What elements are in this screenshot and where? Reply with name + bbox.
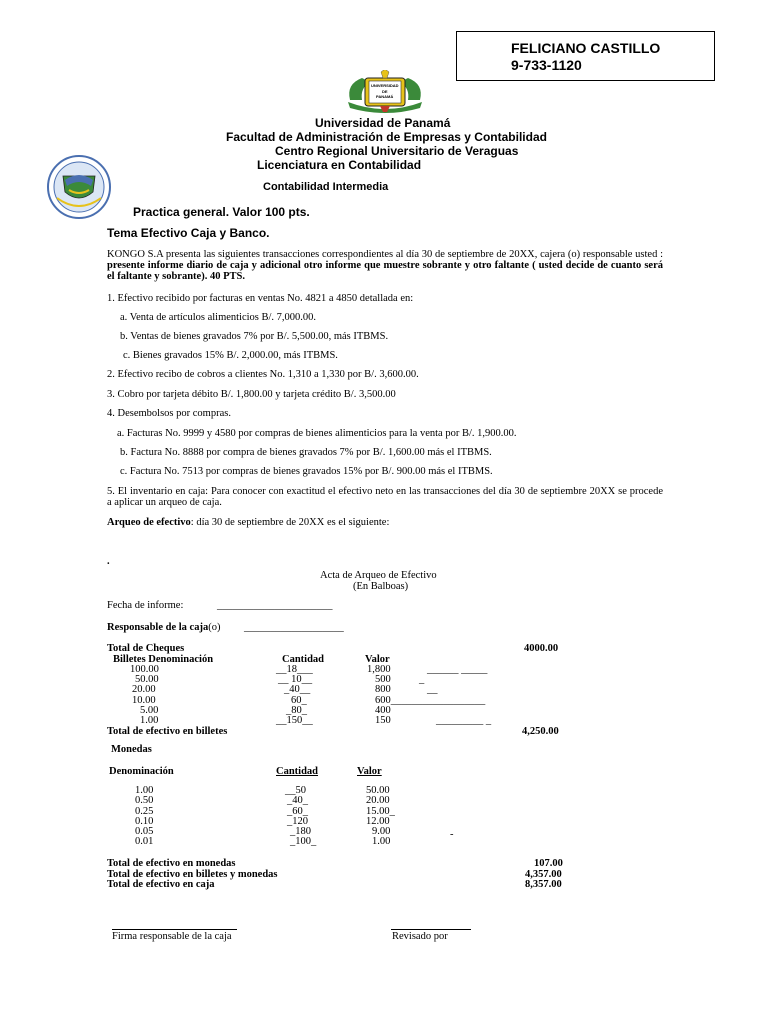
item-2: 2. Efectivo recibo de cobros a clientes No. 1,310 a 1,330 por B/. 3,600.00.	[107, 369, 419, 380]
moneda-den: 1.00	[135, 785, 154, 796]
billete-cant: _40__	[284, 684, 311, 695]
billete-extra: _	[419, 674, 425, 685]
student-name: FELICIANO CASTILLO	[511, 40, 661, 56]
university-seal-logo	[340, 70, 430, 115]
course-name: Contabilidad Intermedia	[263, 181, 389, 193]
firma-label: Firma responsable de la caja	[112, 931, 232, 942]
arqueo-line	[107, 517, 389, 528]
monedas-denominacion-header: Denominación	[109, 766, 174, 777]
billete-cant: __18___	[276, 664, 313, 675]
regional-center-seal	[47, 154, 111, 220]
billete-den: 1.00	[140, 715, 159, 726]
billete-extra: ______ _____	[427, 664, 488, 675]
billete-extra: _________ _	[436, 715, 492, 726]
billete-val: 400	[375, 705, 391, 716]
intro-paragraph	[107, 249, 663, 282]
acta-title: Acta de Arqueo de Efectivo	[320, 570, 437, 581]
monedas-cantidad-header: Cantidad	[276, 766, 319, 777]
billete-val: 600__________________	[375, 695, 486, 706]
total-billetes-value: 4,250.00	[522, 726, 559, 737]
billetes-header: Billetes Denominación	[113, 654, 214, 665]
seal-text-3: PANAMÁ	[376, 94, 394, 99]
university-name: Universidad de Panamá	[315, 116, 451, 130]
billete-cant: _80_	[286, 705, 307, 716]
item-1c: c. Bienes gravados 15% B/. 2,000.00, más ITBMS.	[123, 350, 338, 361]
total-cheques-value: 4000.00	[524, 643, 559, 654]
moneda-cant: _60_	[287, 806, 308, 817]
item-4: 4. Desembolsos por compras.	[107, 408, 231, 419]
moneda-val: 50.00	[366, 785, 390, 796]
responsable-blank: ___________________	[244, 622, 344, 633]
student-id: 9-733-1120	[511, 57, 582, 73]
degree-name: Licenciatura en Contabilidad	[257, 158, 422, 172]
practice-title: Practica general. Valor 100 pts.	[133, 205, 310, 219]
firma-signature-line	[112, 929, 237, 930]
moneda-cant: _120	[287, 816, 308, 827]
center-name: Centro Regional Universitario de Veraguas	[275, 144, 519, 158]
moneda-den: 0.05	[135, 826, 154, 837]
total-monedas-value: 107.00	[534, 858, 563, 869]
total-billetes-label: Total de efectivo en billetes	[107, 726, 228, 737]
billetes-cantidad-header: Cantidad	[282, 654, 325, 665]
billete-val: 1,800	[367, 664, 391, 675]
billete-cant: 60_	[291, 695, 307, 706]
billete-extra: __	[427, 684, 438, 695]
item-5: 5. El inventario en caja: Para conocer con exactitud el efectivo neto en las transacciones del día 30 de septiembre 20XX se procede a aplicar un arqueo de caja.	[107, 486, 663, 508]
student-name-box	[456, 31, 715, 81]
responsable-suffix: (o)	[208, 622, 221, 633]
item-1: 1. Efectivo recibido por facturas en ventas No. 4821 a 4850 detallada en:	[107, 293, 414, 304]
billete-den: 20.00	[132, 684, 156, 695]
fecha-blank: ______________________	[217, 600, 333, 611]
item-3: 3. Cobro por tarjeta débito B/. 1,800.00 y tarjeta crédito B/. 3,500.00	[107, 389, 396, 400]
topic-title: Tema Efectivo Caja y Banco.	[107, 226, 270, 240]
intro-plain: KONGO S.A presenta las siguientes transacciones correspondientes al día 30 de septiembre de 20XX, cajera (o) responsable usted :	[107, 249, 663, 260]
moneda-cant: __50	[285, 785, 306, 796]
moneda-den: 0.50	[135, 795, 154, 806]
intro-bold: presente informe diario de caja y adicional otro informe que muestre sobrante y otro faltante ( usted decide de cuanto será el faltante y sobrante). 40 PTS.	[107, 260, 663, 282]
revisado-label: Revisado por	[392, 931, 448, 942]
revisado-signature-line	[391, 929, 471, 930]
total-caja-value: 8,357.00	[525, 879, 562, 890]
item-1a: a. Venta de artículos alimenticios B/. 7,000.00.	[120, 312, 317, 323]
total-billetes-monedas-label: Total de efectivo en billetes y monedas	[107, 869, 278, 880]
moneda-den: 0.25	[135, 806, 154, 817]
billete-val: 500	[375, 674, 391, 685]
responsable-line	[107, 622, 220, 633]
item-4c: c. Factura No. 7513 por compras de bienes gravados 15% por B/. 900.00 más el ITBMS.	[120, 466, 493, 477]
billetes-valor-header: Valor	[365, 654, 390, 665]
fecha-label: Fecha de informe:	[107, 600, 184, 611]
stray-dot: .	[107, 556, 110, 567]
arqueo-rest: : día 30 de septiembre de 20XX es el siguiente:	[190, 517, 390, 528]
billete-val: 800	[375, 684, 391, 695]
responsable-label: Responsable de la caja	[107, 622, 209, 633]
total-monedas-label: Total de efectivo en monedas	[107, 858, 236, 869]
monedas-header: Monedas	[111, 744, 152, 755]
item-1b: b. Ventas de bienes gravados 7% por B/. 5,500.00, más ITBMS.	[120, 331, 389, 342]
billete-den: 50.00	[135, 674, 159, 685]
total-caja-label: Total de efectivo en caja	[107, 879, 215, 890]
faculty-name: Facultad de Administración de Empresas y Contabilidad	[226, 130, 547, 144]
seal-text-2: DE	[382, 89, 388, 94]
moneda-val: 9.00	[372, 826, 391, 837]
billete-den: 10.00	[132, 695, 156, 706]
item-4b: b. Factura No. 8888 por compra de bienes gravados 7% por B/. 1,600.00 más el ITBMS.	[120, 447, 492, 458]
arqueo-label: Arqueo de efectivo	[107, 517, 191, 528]
billete-val: 150	[375, 715, 391, 726]
moneda-val: 1.00	[372, 836, 391, 847]
monedas-valor-header: Valor	[357, 766, 382, 777]
seal-text-1: UNIVERSIDAD	[371, 83, 399, 88]
moneda-cant: _180	[290, 826, 311, 837]
billete-cant: __ 10__	[278, 674, 313, 685]
stray-dash: -	[450, 829, 454, 840]
acta-subtitle: (En Balboas)	[353, 581, 409, 592]
item-4a: a. Facturas No. 9999 y 4580 por compras de bienes alimenticios para la venta por B/. 1,900.00.	[117, 428, 517, 439]
moneda-den: 0.01	[135, 836, 154, 847]
total-cheques-label: Total de Cheques	[107, 643, 185, 654]
moneda-cant: _100_	[290, 836, 317, 847]
moneda-val: 20.00	[366, 795, 390, 806]
billete-den: 5.00	[140, 705, 159, 716]
moneda-cant: _40_	[287, 795, 308, 806]
billete-cant: __150__	[276, 715, 313, 726]
moneda-val: 15.00_	[366, 806, 395, 817]
total-billetes-monedas-value: 4,357.00	[525, 869, 562, 880]
billete-den: 100.00	[130, 664, 159, 675]
moneda-val: 12.00	[366, 816, 390, 827]
moneda-den: 0.10	[135, 816, 154, 827]
